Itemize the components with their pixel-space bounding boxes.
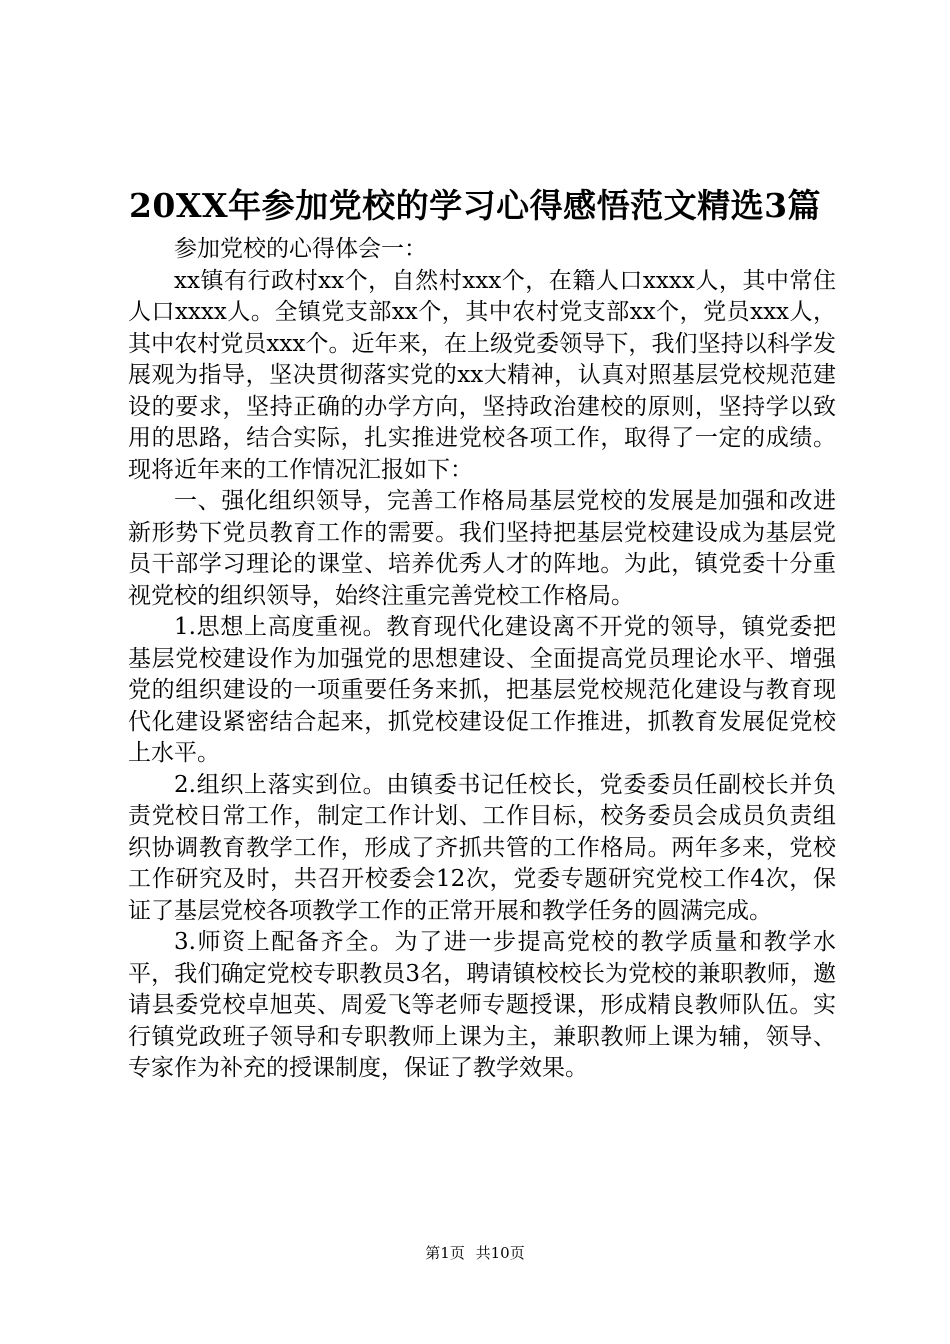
paragraph: 1.思想上高度重视。教育现代化建设离不开党的领导，镇党委把基层党校建设作为加强党的思想建设、全面提高党员理论水平、增强党的组织建设的一项重要任务来抓，把基层党校规范化建设与教育现代化建设紧密结合起来，抓党校建设促工作推进，抓教育发展促党校上水平。 xyxy=(128,614,836,766)
document-title: 20XX年参加党校的学习心得感悟范文精选3篇 xyxy=(128,186,822,225)
paragraph: 2.组织上落实到位。由镇委书记任校长，党委委员任副校长并负责党校日常工作，制定工作计划、工作目标，校务委员会成员负责组织协调教育教学工作，形成了齐抓共管的工作格局。两年多来，党校工作研究及时，共召开校委会12次，党委专题研究党校工作4次，保证了基层党校各项教学工作的正常开展和教学任务的圆满完成。 xyxy=(128,771,836,924)
page-total: 共10页 xyxy=(475,1244,525,1262)
paragraph: 3.师资上配备齐全。为了进一步提高党校的教学质量和教学水平，我们确定党校专职教员3名，聘请镇校校长为党校的兼职教师，邀请县委党校卓旭英、周爱飞等老师专题授课，形成精良教师队伍。实行镇党政班子领导和专职教师上课为主，兼职教师上课为辅，领导、专家作为补充的授课制度，保证了教学效果。 xyxy=(128,929,836,1081)
document-body xyxy=(128,234,836,1085)
page-number: 第1页 xyxy=(425,1244,465,1262)
paragraph-heading: 参加党校的心得体会一： xyxy=(174,236,427,262)
page-footer xyxy=(0,1243,950,1263)
paragraph: xx镇有行政村xx个，自然村xxx个，在籍人口xxxx人，其中常住人口xxxx人。全镇党支部xx个，其中农村党支部xx个，党员xxx人，其中农村党员xxx个。近年来，在上级党委领导下，我们坚持以科学发展观为指导，坚决贯彻落实党的xx大精神，认真对照基层党校规范建设的要求，坚持正确的办学方向，坚持政治建校的原则，坚持学以致用的思路，结合实际，扎实推进党校各项工作，取得了一定的成绩。现将近年来的工作情况汇报如下： xyxy=(128,267,836,483)
paragraph: 一、强化组织领导，完善工作格局基层党校的发展是加强和改进新形势下党员教育工作的需要。我们坚持把基层党校建设成为基层党员干部学习理论的课堂、培养优秀人才的阵地。为此，镇党委十分重视党校的组织领导，始终注重完善党校工作格局。 xyxy=(128,488,836,609)
